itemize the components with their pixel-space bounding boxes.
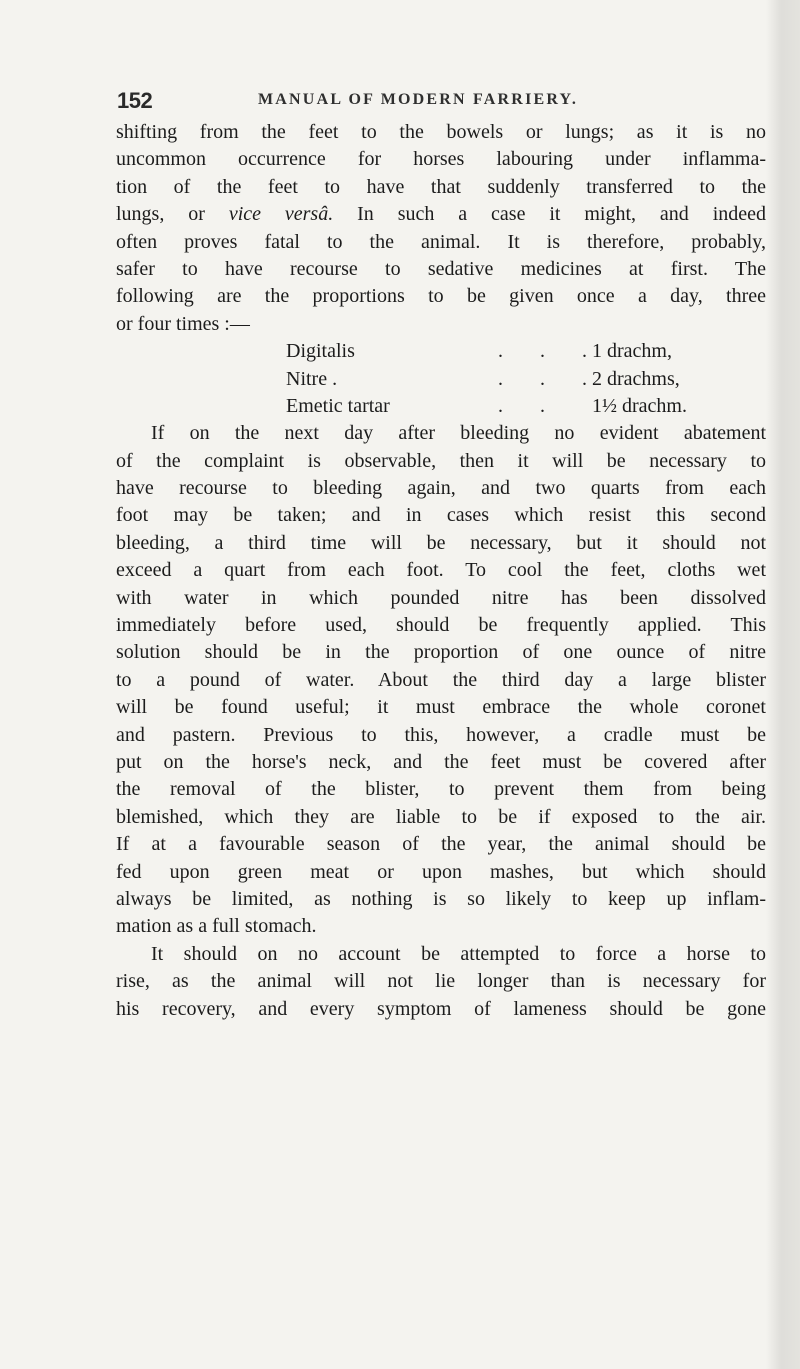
ingredient-amount: 1½ drachm. [592, 394, 687, 417]
text-line: and pastern. Previous to this, however, a cradle must be [116, 723, 766, 746]
ingredient-name: Emetic tartar [286, 394, 390, 417]
text-line: shifting from the feet to the bowels or lungs; as it is no [116, 121, 766, 143]
leader-dots: . . [498, 394, 561, 417]
text-line [116, 201, 766, 228]
text-line: exceed a quart from each foot. To cool the feet, cloths wet [116, 559, 766, 582]
text-line: or four times :— [116, 312, 250, 335]
text-line: the removal of the blister, to prevent them from being [116, 778, 766, 801]
ingredient-name: Nitre . [286, 367, 338, 390]
prescription-row [286, 338, 766, 365]
page-edge-shadow [766, 0, 800, 1369]
text-line: put on the horse's neck, and the feet must be covered after [116, 750, 766, 773]
text-line: safer to have recourse to sedative medicines at first. The [116, 257, 766, 280]
running-head: MANUAL OF MODERN FARRIERY. [258, 91, 579, 108]
page-number: 152 [117, 88, 153, 113]
body-text [116, 119, 766, 1023]
italic-phrase: vice versâ. [228, 203, 334, 226]
text-line: his recovery, and every symptom of lameness should be gone [116, 997, 766, 1020]
leader-dots: . . . [498, 367, 603, 390]
text-line: with water in which pounded nitre has been dissolved [116, 586, 766, 609]
text-line: solution should be in the proportion of one ounce of nitre [116, 641, 766, 664]
ingredient-amount: 1 drachm, [592, 340, 672, 363]
text-fragment: In such a case it might, and indeed [357, 203, 766, 226]
text-line: fed upon green meat or upon mashes, but which should [116, 860, 766, 883]
text-line: bleeding, a third time will be necessary, but it should not [116, 531, 766, 554]
leader-dots: . . . [498, 340, 603, 363]
prescription-table [286, 338, 766, 420]
text-line: blemished, which they are liable to be if exposed to the air. [116, 805, 766, 828]
text-line: of the complaint is observable, then it will be necessary to [116, 449, 766, 472]
text-line: following are the proportions to be given once a day, three [116, 285, 766, 308]
prescription-row [286, 393, 766, 420]
text-line: If on the next day after bleeding no evident abatement [151, 422, 766, 445]
ingredient-name: Digitalis [286, 340, 355, 363]
text-line: tion of the feet to have that suddenly transferred to the [116, 175, 766, 198]
prescription-row [286, 366, 766, 393]
text-line: will be found useful; it must embrace the whole coronet [116, 696, 766, 719]
text-line: It should on no account be attempted to force a horse to [151, 942, 766, 965]
text-line: immediately before used, should be frequently applied. This [116, 614, 766, 637]
text-line: If at a favourable season of the year, the animal should be [116, 833, 766, 856]
text-line: rise, as the animal will not lie longer than is necessary for [116, 970, 766, 993]
text-line: uncommon occurrence for horses labouring under inflamma- [116, 148, 766, 171]
text-line: to a pound of water. About the third day a large blister [116, 668, 766, 691]
text-fragment: lungs, or [116, 203, 205, 226]
text-line: foot may be taken; and in cases which resist this second [116, 504, 766, 527]
text-line: always be limited, as nothing is so likely to keep up inflam- [116, 887, 766, 910]
text-line: often proves fatal to the animal. It is therefore, probably, [116, 230, 766, 253]
ingredient-amount: 2 drachms, [592, 367, 680, 390]
page-header [117, 88, 737, 118]
text-line: have recourse to bleeding again, and two quarts from each [116, 477, 766, 500]
text-line: mation as a full stomach. [116, 915, 317, 938]
